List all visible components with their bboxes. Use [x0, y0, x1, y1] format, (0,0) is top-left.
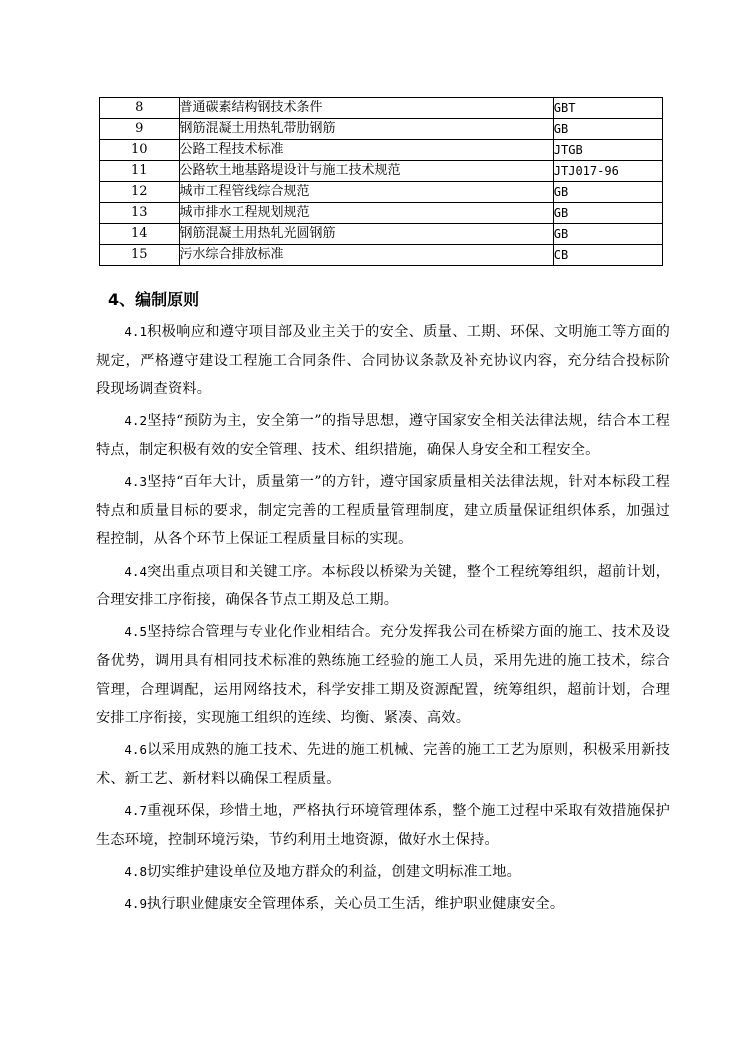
- standard-name: 公路软土地基路堤设计与施工技术规范: [179, 161, 553, 182]
- row-number: 10: [100, 140, 180, 161]
- paragraph: [96, 858, 670, 887]
- row-number: 11: [100, 161, 180, 182]
- row-number: 9: [100, 119, 180, 140]
- paragraph-number: 4.5: [124, 624, 147, 640]
- standard-code: GB: [553, 224, 662, 245]
- table-row: [100, 182, 663, 203]
- row-number: 12: [100, 182, 180, 203]
- standard-name: 普通碳素结构钢技术条件: [179, 98, 553, 119]
- standard-code: GB: [553, 182, 662, 203]
- section-heading: 4、编制原则: [108, 290, 200, 309]
- paragraph: [96, 890, 670, 919]
- standard-code: GB: [553, 119, 662, 140]
- standard-name: 钢筋混凝土用热轧光圆钢筋: [179, 224, 553, 245]
- paragraph-text: 突出重点项目和关键工序。本标段以桥梁为关键，整个工程统筹组织，超前计划，合理安排工序衔接，确保各节点工期及总工期。: [96, 563, 670, 609]
- paragraph: [96, 468, 670, 554]
- paragraph: [96, 736, 670, 793]
- paragraph: [96, 558, 670, 615]
- table-row: [100, 245, 663, 266]
- table-row: [100, 224, 663, 245]
- paragraph: [96, 407, 670, 464]
- paragraph-text: 坚持“百年大计，质量第一”的方针，遵守国家质量相关法律法规，针对本标段工程特点和质量目标的要求，制定完善的工程质量管理制度，建立质量保证组织体系，加强过程控制，从各个环节上保证工程质量目标的实现。: [96, 474, 670, 548]
- standard-code: JTGB: [553, 140, 662, 161]
- standard-code: CB: [553, 245, 662, 266]
- standard-name: 钢筋混凝土用热轧带肋钢筋: [179, 119, 553, 140]
- table-row: [100, 119, 663, 140]
- table-row: [100, 161, 663, 182]
- paragraph-text: 以采用成熟的施工技术、先进的施工机械、完善的施工工艺为原则，积极采用新技术、新工艺、新材料以确保工程质量。: [96, 742, 670, 787]
- paragraph-text: 重视环保，珍惜土地，严格执行环境管理体系，整个施工过程中采取有效措施保护生态环境，控制环境污染，节约利用土地资源，做好水土保持。: [96, 803, 670, 848]
- standards-table: [99, 97, 663, 266]
- paragraph: [96, 318, 670, 404]
- table-row: [100, 98, 663, 119]
- standard-code: GBT: [553, 98, 662, 119]
- paragraph-text: 坚持“预防为主，安全第一”的指导思想，遵守国家安全相关法律法规，结合本工程特点，制定积极有效的安全管理、技术、组织措施，确保人身安全和工程安全。: [96, 413, 670, 458]
- paragraph-text: 执行职业健康安全管理体系，关心员工生活，维护职业健康安全。: [146, 896, 565, 913]
- standard-name: 城市工程管线综合规范: [179, 182, 553, 203]
- standard-name: 城市排水工程规划规范: [179, 203, 553, 224]
- principles-body: [96, 318, 670, 919]
- paragraph-number: 4.8: [124, 863, 147, 879]
- standard-name: 污水综合排放标准: [179, 245, 553, 266]
- table-row: [100, 203, 663, 224]
- standard-name: 公路工程技术标准: [179, 140, 553, 161]
- row-number: 8: [100, 98, 180, 119]
- standard-code: JTJ017-96: [553, 161, 662, 182]
- paragraph-number: 4.2: [124, 413, 147, 429]
- paragraph-text: 积极响应和遵守项目部及业主关于的安全、质量、工期、环保、文明施工等方面的规定，严格遵守建设工程施工合同条件、合同协议条款及补充协议内容，充分结合投标阶段现场调查资料。: [96, 324, 670, 398]
- paragraph: [96, 618, 670, 732]
- row-number: 15: [100, 245, 180, 266]
- paragraph: [96, 797, 670, 854]
- paragraph-number: 4.1: [124, 324, 147, 339]
- paragraph-text: 切实维护建设单位及地方群众的利益，创建文明标准工地。: [146, 863, 522, 880]
- paragraph-text: 坚持综合管理与专业化作业相结合。充分发挥我公司在桥梁方面的施工、技术及设备优势，调用具有相同技术标准的熟练施工经验的施工人员，采用先进的施工技术，综合管理，合理调配，运用网络技术，科学安排工期及资源配置，统筹组织，超前计划，合理安排工序衔接，实现施工组织的连续、均衡、紧凑、高效。: [96, 624, 670, 727]
- paragraph-number: 4.3: [124, 474, 147, 490]
- paragraph-number: 4.7: [124, 803, 147, 819]
- paragraph-number: 4.6: [124, 742, 147, 758]
- paragraph-number: 4.4: [124, 563, 147, 579]
- paragraph-number: 4.9: [124, 896, 147, 912]
- row-number: 13: [100, 203, 180, 224]
- standard-code: GB: [553, 203, 662, 224]
- table-row: [100, 140, 663, 161]
- row-number: 14: [100, 224, 180, 245]
